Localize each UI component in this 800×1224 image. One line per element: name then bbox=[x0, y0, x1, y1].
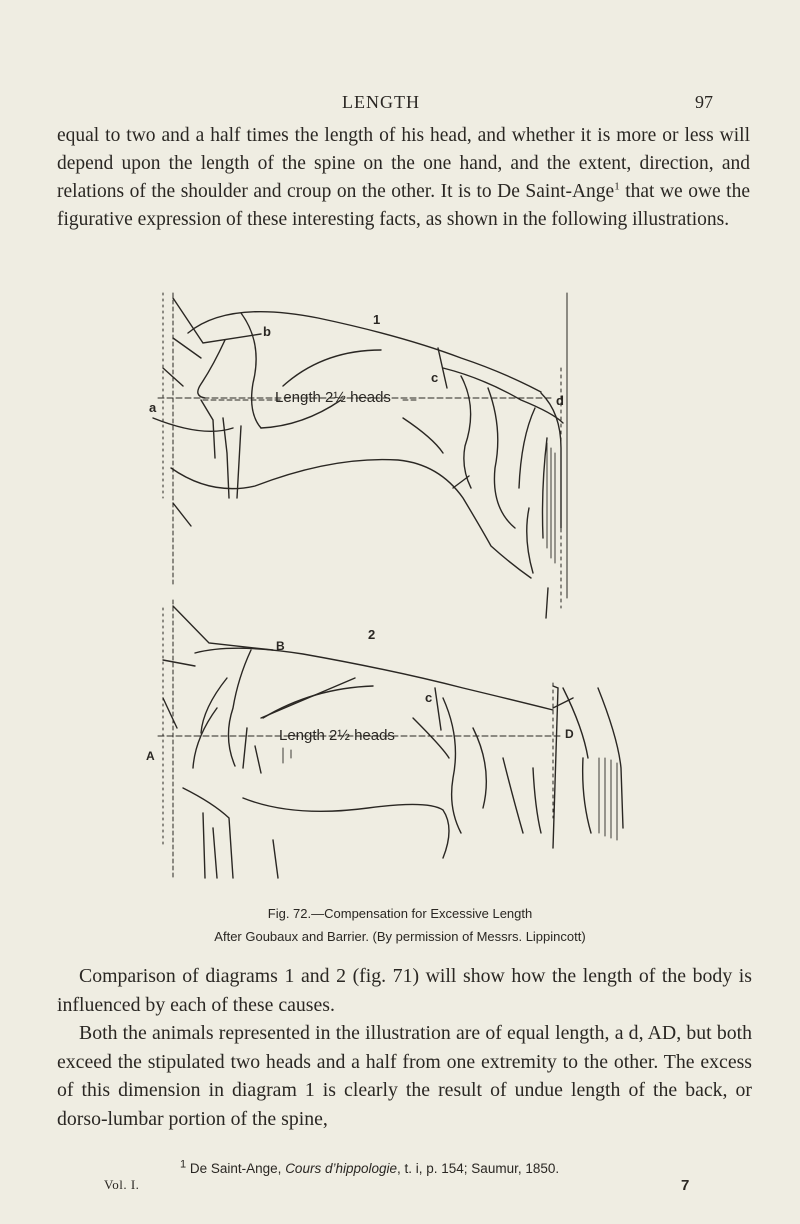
diagram-2-measure: Length 2½ heads bbox=[279, 727, 395, 744]
running-head bbox=[0, 92, 800, 116]
footnote-marker: 1 bbox=[180, 1158, 187, 1171]
page-number: 97 bbox=[695, 92, 713, 112]
footnote-work-title: Cours d’hippologie bbox=[285, 1161, 398, 1176]
footnote bbox=[180, 1158, 560, 1176]
diagram-2-label-a: A bbox=[146, 749, 155, 763]
paragraph-2-line-1: Comparison of diagrams 1 and 2 (fig. 71) will show how the length of the body is influenced by each of these causes. bbox=[57, 965, 752, 1016]
figure-caption: Fig. 72.—Compensation for Excessive Length bbox=[267, 906, 533, 921]
figure-caption-block bbox=[0, 902, 800, 948]
running-title: LENGTH bbox=[342, 92, 420, 112]
footnote-ref: 1 bbox=[614, 180, 620, 193]
diagram-1-label-d: d bbox=[556, 393, 564, 408]
diagram-1-measure: Length 2½ heads bbox=[275, 389, 391, 406]
diagram-2-label-b: B bbox=[276, 639, 285, 653]
figure-72 bbox=[143, 288, 663, 888]
footnote-text-b: , t. i, p. 154; Saumur, 1850. bbox=[397, 1161, 560, 1176]
diagram-1-label-b: b bbox=[263, 324, 271, 339]
paragraph-1-text-a: equal to two and a half times the length of his head, and whether it is more or less will depend upon the length of the spine on the one hand, and the extent, direction, and relations of the shoulder and croup on the other. It is to De Saint-Ange bbox=[57, 125, 750, 202]
paragraph-1 bbox=[57, 122, 750, 234]
diagram-2-number: 2 bbox=[368, 627, 376, 642]
horse-diagrams-illustration bbox=[143, 288, 663, 888]
diagram-1-label-c: c bbox=[431, 370, 439, 385]
paragraph-2-line-2: Both the animals represented in the illustration are of equal length, a d, AD, but both exceed the stipulated two heads and a half from one extremity to the other. The excess of this dimension in diagram 1 is clearly the result of undue length of the back, or dorso-lumbar portion of the spine, bbox=[57, 1022, 752, 1130]
diagram-1-drawing bbox=[153, 293, 567, 618]
paragraph-1-text-b: that we owe the figurative expression of these interesting facts, as shown in the following illustrations. bbox=[57, 181, 750, 230]
signature-mark: 7 bbox=[681, 1177, 690, 1194]
diagram-1-label-a: a bbox=[149, 400, 157, 415]
diagram-2-label-c: c bbox=[425, 690, 433, 705]
volume-label: Vol. I. bbox=[104, 1177, 140, 1192]
paragraph-2 bbox=[57, 962, 752, 1133]
footnote-text-a: De Saint-Ange, bbox=[186, 1161, 286, 1176]
diagram-1-number: 1 bbox=[373, 312, 381, 327]
figure-credit: After Goubaux and Barrier. (By permission of Messrs. Lippincott) bbox=[214, 929, 586, 944]
diagram-2-label-d: D bbox=[565, 727, 574, 741]
